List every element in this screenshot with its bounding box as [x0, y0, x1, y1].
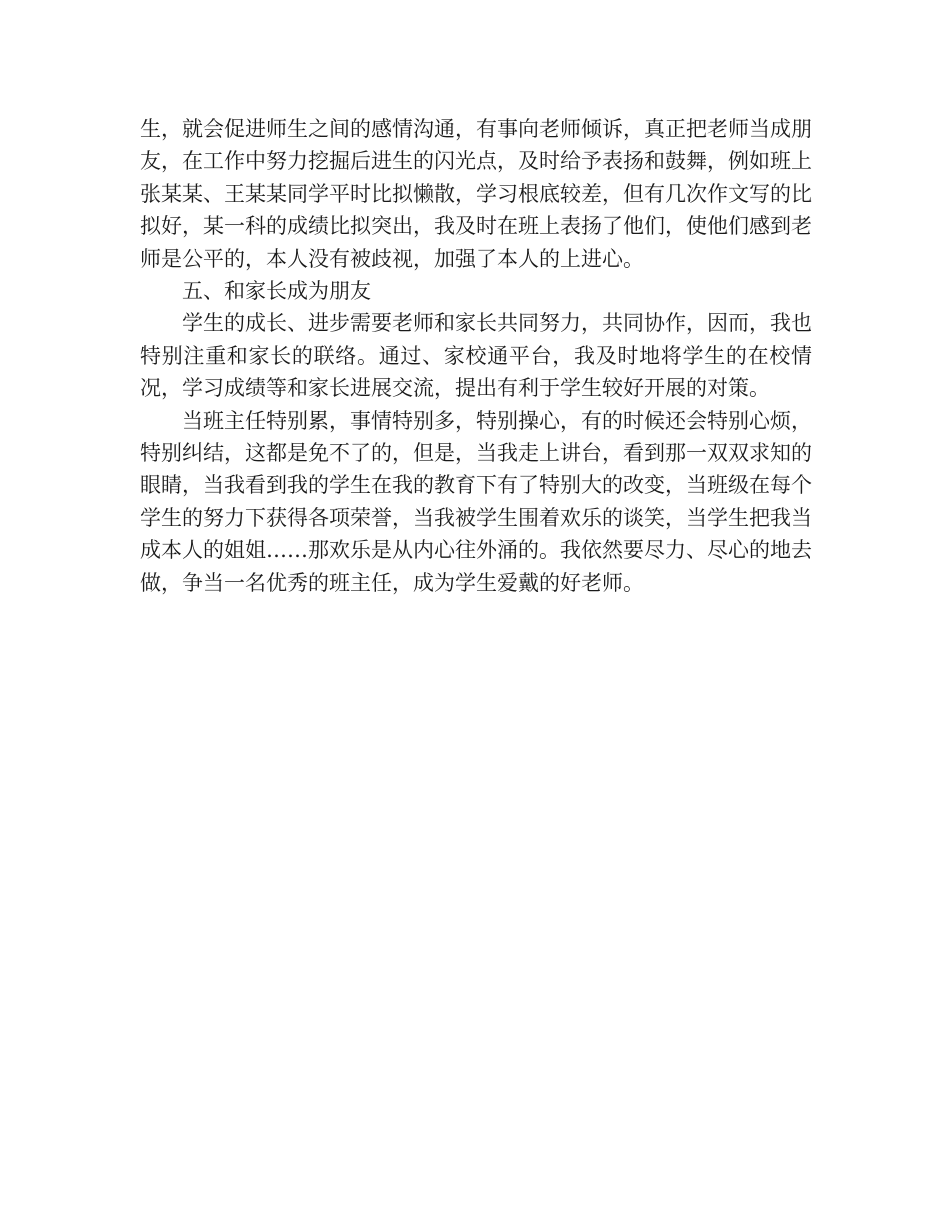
- text-line: 笑，当学生把我当成本人的姐姐……那欢乐是从内心往外涌的。我依: [140, 505, 812, 563]
- section-heading: [140, 275, 812, 307]
- document-body: [140, 113, 812, 599]
- text-line: 们，使他们感到老师是公平的，本人没有被歧视，加强了本人的上进: [140, 214, 812, 271]
- text-line: 在校情况，学习成绩等和家长进展交流，提出有利于学生较好开展的: [140, 343, 813, 401]
- text-line: 生，就会促进师生之间的感情沟通，有事向老师倾诉，真正把老师当: [140, 117, 770, 141]
- text-line: 成朋友，在工作中努力挖掘后进生的闪光点，及时给予表扬和鼓舞，: [140, 117, 812, 174]
- text-line: 我也特别注重和家长的联络。通过、家校通平台，我及时地将学生的: [140, 311, 812, 368]
- paragraph-family-contact: [140, 307, 812, 404]
- text-line: 双求知的眼睛，当我看到我的学生在我的教育下有了特别大的改变，: [140, 441, 812, 498]
- text-line: 五、和家长成为朋友: [182, 279, 371, 304]
- paragraph-closing: [140, 405, 812, 599]
- text-line: 然要尽力、尽心的地去做，争当一名优秀的班主任，成为学生爱戴的: [140, 538, 812, 595]
- text-line: 好老师。: [560, 570, 644, 595]
- text-line: 学生的成长、进步需要老师和家长共同努力，共同协作，因而，: [182, 311, 770, 336]
- text-line: 心。: [602, 246, 644, 271]
- text-line: 例如班上张某某、王某某同学平时比拟懒散，学习根底较差，但有几: [140, 149, 812, 206]
- text-line: 对策。: [707, 376, 770, 401]
- paragraph-continuation: [140, 113, 812, 275]
- text-line: 烦，特别纠结，这都是免不了的，但是，当我走上讲台，看到那一双: [140, 408, 812, 466]
- text-line: 当班级在每个学生的努力下获得各项荣誉，当我被学生围着欢乐的谈: [140, 473, 812, 530]
- text-line: 当班主任特别累，事情特别多，特别操心，有的时候还会特别心: [182, 408, 770, 433]
- text-line: 次作文写的比拟好，某一科的成绩比拟突出，我及时在班上表扬了他: [140, 181, 812, 239]
